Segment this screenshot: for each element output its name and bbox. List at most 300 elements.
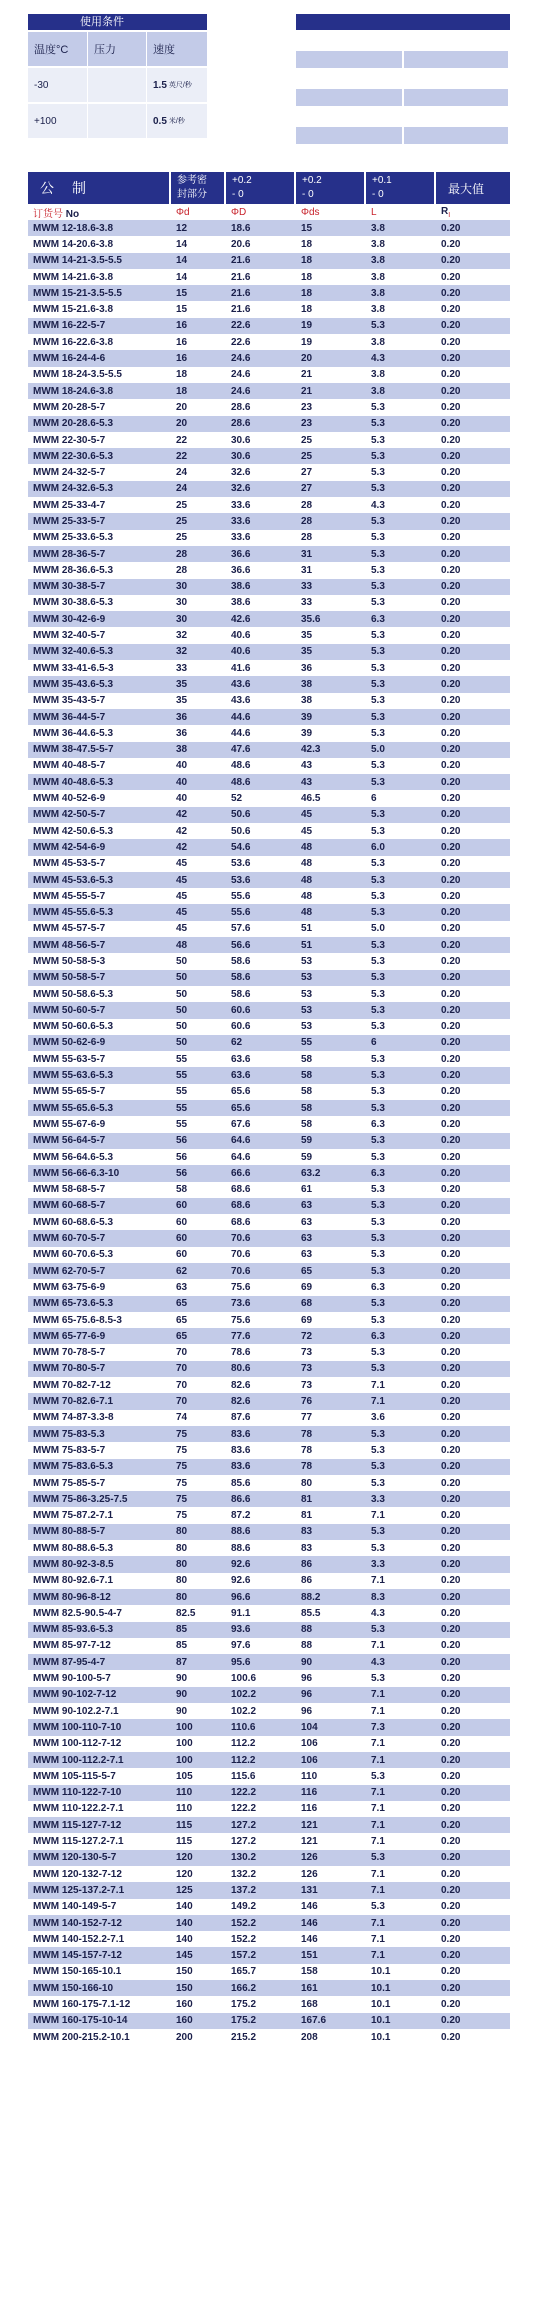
inner-diameter-cell: 25 xyxy=(176,532,188,544)
max-radius-cell: 0.20 xyxy=(441,1118,461,1130)
inner-diameter-cell: 56 xyxy=(176,1135,188,1147)
outer-diameter-cell: 24.6 xyxy=(231,353,251,365)
outer-diameter-cell: 88.6 xyxy=(231,1526,251,1538)
table-row xyxy=(28,1361,510,1377)
length-cell: 7.1 xyxy=(371,1819,385,1831)
seal-diameter-cell: 106 xyxy=(301,1754,318,1766)
length-cell: 5.3 xyxy=(371,1526,385,1538)
max-radius-cell: 0.20 xyxy=(441,1412,461,1424)
inner-diameter-cell: 50 xyxy=(176,1004,188,1016)
seal-diameter-cell: 59 xyxy=(301,1151,313,1163)
table-row xyxy=(28,1377,510,1393)
table-row xyxy=(28,1133,510,1149)
length-cell: 5.3 xyxy=(371,1184,385,1196)
order-number-cell: MWM 12-18.6-3.8 xyxy=(33,222,114,234)
seal-diameter-cell: 53 xyxy=(301,1021,313,1033)
max-radius-cell: 0.20 xyxy=(441,1526,461,1538)
length-cell: 7.1 xyxy=(371,1640,385,1652)
outer-diameter-cell: 96.6 xyxy=(231,1591,251,1603)
outer-diameter-cell: 175.2 xyxy=(231,1999,257,2010)
max-radius-cell: 0.20 xyxy=(441,271,461,283)
outer-diameter-cell: 55.6 xyxy=(231,890,251,902)
max-radius-cell: 0.20 xyxy=(441,988,461,1000)
table-row xyxy=(28,1214,510,1230)
outer-diameter-cell: 115.6 xyxy=(231,1770,256,1782)
seal-diameter-cell: 38 xyxy=(301,695,313,707)
inner-diameter-cell: 74 xyxy=(176,1412,188,1424)
length-cell: 5.3 xyxy=(371,564,385,576)
order-number-cell: MWM 65-77-6-9 xyxy=(33,1330,106,1342)
outer-diameter-cell: 36.6 xyxy=(231,564,251,576)
order-number-cell: MWM 48-56-5-7 xyxy=(33,939,106,951)
inner-diameter-cell: 55 xyxy=(176,1086,188,1098)
inner-diameter-cell: 90 xyxy=(176,1689,188,1701)
order-number-cell: MWM 90-100-5-7 xyxy=(33,1673,111,1685)
length-cell: 3.8 xyxy=(371,336,385,348)
seal-diameter-cell: 18 xyxy=(301,255,313,267)
outer-diameter-cell: 112.2 xyxy=(231,1754,256,1766)
length-cell: 5.3 xyxy=(371,450,385,462)
inner-diameter-cell: 80 xyxy=(176,1542,188,1554)
seal-diameter-cell: 116 xyxy=(301,1803,318,1815)
length-cell: 3.8 xyxy=(371,385,385,397)
length-cell: 3.6 xyxy=(371,1412,385,1424)
order-number-cell: MWM 18-24.6-3.8 xyxy=(33,385,114,397)
inner-diameter-cell: 65 xyxy=(176,1298,188,1310)
seal-diameter-cell: 63 xyxy=(301,1249,313,1261)
inner-diameter-cell: 80 xyxy=(176,1575,188,1587)
table-row xyxy=(28,1182,510,1198)
order-no: No xyxy=(65,208,80,220)
table-row xyxy=(28,1573,510,1589)
seal-diameter-cell: 58 xyxy=(301,1053,313,1065)
table-row xyxy=(28,1442,510,1458)
seal-diameter-cell: 51 xyxy=(301,939,313,951)
table-row xyxy=(28,1687,510,1703)
inner-diameter-cell: 30 xyxy=(176,581,188,593)
table-row xyxy=(28,416,510,432)
seal-diameter-cell: 151 xyxy=(301,1950,318,1962)
seal-diameter-cell: 28 xyxy=(301,515,313,527)
table-row xyxy=(28,1051,510,1067)
inner-diameter-cell: 75 xyxy=(176,1461,188,1473)
seal-diameter-cell: 46.5 xyxy=(301,793,321,805)
order-number-cell: MWM 115-127.2-7.1 xyxy=(33,1836,124,1848)
seal-diameter-cell: 58 xyxy=(301,1070,313,1082)
outer-diameter-cell: 80.6 xyxy=(231,1363,251,1375)
length-cell: 5.3 xyxy=(371,1151,385,1163)
outer-diameter-cell: 42.6 xyxy=(231,613,251,625)
table-row xyxy=(28,1002,510,1018)
pressure-value xyxy=(88,68,147,102)
inner-diameter-cell: 55 xyxy=(176,1102,188,1114)
seal-diameter-cell: 38 xyxy=(301,678,313,690)
blank-row xyxy=(296,89,510,106)
order-number-cell: MWM 75-83.6-5.3 xyxy=(33,1461,114,1473)
r-header xyxy=(436,206,510,219)
inner-diameter-cell: 160 xyxy=(176,1999,193,2010)
seal-diameter-cell: 23 xyxy=(301,418,313,430)
max-radius-cell: 0.20 xyxy=(441,1999,461,2010)
max-radius-cell: 0.20 xyxy=(441,1640,461,1652)
tolerance-l-header xyxy=(366,172,436,204)
table-row xyxy=(28,1850,510,1866)
seal-diameter-cell: 73 xyxy=(301,1379,313,1391)
inner-diameter-cell: 80 xyxy=(176,1526,188,1538)
table-row xyxy=(28,2029,510,2045)
seal-diameter-cell: 53 xyxy=(301,1004,313,1016)
outer-diameter-cell: 32.6 xyxy=(231,483,251,495)
table-row xyxy=(28,1996,510,2012)
outer-diameter-cell: 70.6 xyxy=(231,1265,251,1277)
inner-diameter-cell: 14 xyxy=(176,238,188,250)
seal-diameter-cell: 58 xyxy=(301,1102,313,1114)
seal-diameter-cell: 19 xyxy=(301,320,313,332)
tol-lower: - 0 xyxy=(372,189,384,200)
seal-diameter-cell: 77 xyxy=(301,1412,313,1424)
length-cell: 5.0 xyxy=(371,744,385,756)
order-number-cell: MWM 50-60.6-5.3 xyxy=(33,1021,114,1033)
max-radius-cell: 0.20 xyxy=(441,385,461,397)
seal-diameter-cell: 121 xyxy=(301,1836,318,1848)
seal-diameter-cell: 161 xyxy=(301,1982,318,1994)
table-row xyxy=(28,1638,510,1654)
outer-diameter-cell: 33.6 xyxy=(231,499,251,511)
inner-diameter-cell: 24 xyxy=(176,483,188,495)
max-radius-cell: 0.20 xyxy=(441,1396,461,1408)
seal-diameter-cell: 86 xyxy=(301,1558,313,1570)
outer-diameter-cell: 83.6 xyxy=(231,1461,251,1473)
length-cell: 3.3 xyxy=(371,1493,385,1505)
length-cell: 10.1 xyxy=(371,2015,391,2027)
order-number-cell: MWM 16-22-5-7 xyxy=(33,320,106,332)
table-row xyxy=(28,318,510,334)
length-cell: 5.3 xyxy=(371,483,385,495)
table-row xyxy=(28,904,510,920)
speed-number: 0.5 xyxy=(153,115,167,127)
max-radius-cell: 0.20 xyxy=(441,1738,461,1750)
max-radius-cell: 0.20 xyxy=(441,907,461,919)
inner-diameter-cell: 70 xyxy=(176,1396,188,1408)
order-number-cell: MWM 14-21.6-3.8 xyxy=(33,271,114,283)
seal-diameter-cell: 19 xyxy=(301,336,313,348)
table-row xyxy=(28,1067,510,1083)
outer-diameter-cell: 112.2 xyxy=(231,1738,256,1750)
order-number-cell: MWM 200-215.2-10.1 xyxy=(33,2031,130,2043)
order-number-cell: MWM 100-112-7-12 xyxy=(33,1738,122,1750)
table-row xyxy=(28,1833,510,1849)
temp-max: +100 xyxy=(28,104,88,138)
length-cell: 6.3 xyxy=(371,1167,385,1179)
seal-diameter-cell: 83 xyxy=(301,1542,313,1554)
order-number-cell: MWM 15-21.6-3.8 xyxy=(33,304,114,316)
inner-diameter-cell: 12 xyxy=(176,222,188,234)
inner-diameter-cell: 32 xyxy=(176,630,188,642)
inner-diameter-cell: 20 xyxy=(176,401,188,413)
seal-diameter-cell: 18 xyxy=(301,304,313,316)
outer-diameter-cell: 63.6 xyxy=(231,1070,251,1082)
length-cell: 5.3 xyxy=(371,1673,385,1685)
max-radius-cell: 0.20 xyxy=(441,646,461,658)
max-radius-cell: 0.20 xyxy=(441,1004,461,1016)
length-cell: 6.3 xyxy=(371,1330,385,1342)
blank-row xyxy=(296,70,510,87)
seal-diameter-cell: 45 xyxy=(301,809,313,821)
max-radius-cell: 0.20 xyxy=(441,450,461,462)
order-number-cell: MWM 25-33-4-7 xyxy=(33,499,106,511)
seal-diameter-cell: 21 xyxy=(301,369,313,381)
outer-diameter-cell: 33.6 xyxy=(231,515,251,527)
tolerance-d-header xyxy=(226,172,296,204)
table-row xyxy=(28,807,510,823)
length-cell: 7.1 xyxy=(371,1884,385,1896)
max-header: 最大值 xyxy=(448,181,485,196)
fit-header-line2: 封部分 xyxy=(177,189,207,200)
outer-diameter-cell: 92.6 xyxy=(231,1558,251,1570)
table-row xyxy=(28,1622,510,1638)
seal-size-table xyxy=(28,172,510,2045)
order-number-cell: MWM 80-96-8-12 xyxy=(33,1591,111,1603)
order-number-cell: MWM 75-83-5-7 xyxy=(33,1444,106,1456)
length-cell: 5.3 xyxy=(371,515,385,527)
max-radius-cell: 0.20 xyxy=(441,564,461,576)
length-cell: 5.3 xyxy=(371,939,385,951)
length-cell: 5.3 xyxy=(371,1021,385,1033)
length-cell: 5.3 xyxy=(371,1265,385,1277)
length-cell: 5.3 xyxy=(371,727,385,739)
table-subheader-row xyxy=(28,204,510,220)
table-row xyxy=(28,1670,510,1686)
seal-diameter-cell: 63 xyxy=(301,1233,313,1245)
conditions-row xyxy=(28,68,207,102)
seal-diameter-cell: 28 xyxy=(301,532,313,544)
length-cell: 5.3 xyxy=(371,1347,385,1359)
order-number-cell: MWM 80-88-5-7 xyxy=(33,1526,106,1538)
seal-diameter-cell: 25 xyxy=(301,450,313,462)
inner-diameter-cell: 100 xyxy=(176,1738,193,1750)
outer-diameter-cell: 67.6 xyxy=(231,1118,251,1130)
outer-diameter-cell: 52 xyxy=(231,793,243,805)
seal-diameter-cell: 15 xyxy=(301,222,313,234)
length-cell: 7.1 xyxy=(371,1754,385,1766)
order-number-cell: MWM 40-48-5-7 xyxy=(33,760,106,772)
inner-diameter-cell: 36 xyxy=(176,727,188,739)
table-row xyxy=(28,872,510,888)
outer-diameter-cell: 60.6 xyxy=(231,1004,251,1016)
inner-diameter-cell: 45 xyxy=(176,874,188,886)
conditions-title: 使用条件 xyxy=(28,14,207,30)
max-radius-cell: 0.20 xyxy=(441,1200,461,1212)
outer-diameter-cell: 91.1 xyxy=(231,1607,251,1619)
seal-diameter-cell: 43 xyxy=(301,776,313,788)
max-radius-cell: 0.20 xyxy=(441,1607,461,1619)
length-cell: 7.1 xyxy=(371,1836,385,1848)
order-number-cell: MWM 140-152.2-7.1 xyxy=(33,1933,125,1945)
order-number-cell: MWM 160-175-10-14 xyxy=(33,2015,128,2027)
max-radius-cell: 0.20 xyxy=(441,1754,461,1766)
seal-diameter-cell: 88 xyxy=(301,1640,313,1652)
length-cell: 5.3 xyxy=(371,825,385,837)
seal-diameter-cell: 78 xyxy=(301,1444,313,1456)
length-cell: 5.3 xyxy=(371,1477,385,1489)
max-radius-cell: 0.20 xyxy=(441,1184,461,1196)
table-row xyxy=(28,1165,510,1181)
inner-diameter-cell: 55 xyxy=(176,1053,188,1065)
length-cell: 5.3 xyxy=(371,532,385,544)
inner-diameter-cell: 24 xyxy=(176,467,188,479)
table-row xyxy=(28,220,510,236)
seal-diameter-cell: 69 xyxy=(301,1314,313,1326)
table-row xyxy=(28,595,510,611)
blank-panel-title-bar xyxy=(296,14,510,30)
outer-diameter-cell: 83.6 xyxy=(231,1444,251,1456)
max-radius-cell: 0.20 xyxy=(441,972,461,984)
max-radius-cell: 0.20 xyxy=(441,1819,461,1831)
table-row xyxy=(28,1019,510,1035)
max-radius-cell: 0.20 xyxy=(441,1770,461,1782)
table-row xyxy=(28,839,510,855)
inner-diameter-cell: 25 xyxy=(176,515,188,527)
table-row xyxy=(28,448,510,464)
inner-diameter-cell: 30 xyxy=(176,597,188,609)
max-radius-cell: 0.20 xyxy=(441,1135,461,1147)
length-cell: 5.3 xyxy=(371,776,385,788)
order-number-cell: MWM 55-65.6-5.3 xyxy=(33,1102,114,1114)
seal-diameter-cell: 25 xyxy=(301,434,313,446)
max-radius-cell: 0.20 xyxy=(441,744,461,756)
table-row xyxy=(28,693,510,709)
order-number-cell: MWM 35-43.6-5.3 xyxy=(33,678,114,690)
length-cell: 3.8 xyxy=(371,304,385,316)
fit-header-line1: 参考密 xyxy=(177,175,207,186)
tol-lower: - 0 xyxy=(232,189,244,200)
order-number-cell: MWM 45-57-5-7 xyxy=(33,923,106,935)
table-row xyxy=(28,1589,510,1605)
max-radius-cell: 0.20 xyxy=(441,1705,461,1717)
outer-diameter-cell: 21.6 xyxy=(231,304,251,316)
table-row xyxy=(28,236,510,252)
length-cell: 10.1 xyxy=(371,1966,391,1978)
max-radius-cell: 0.20 xyxy=(441,434,461,446)
order-number-cell: MWM 75-87.2-7.1 xyxy=(33,1510,114,1522)
speed-unit: 英尺/秒 xyxy=(168,82,192,89)
max-radius-cell: 0.20 xyxy=(441,1298,461,1310)
outer-diameter-cell: 66.6 xyxy=(231,1167,251,1179)
table-row xyxy=(28,758,510,774)
table-row xyxy=(28,1540,510,1556)
length-cell: 5.3 xyxy=(371,890,385,902)
inner-diameter-cell: 40 xyxy=(176,793,188,805)
max-radius-cell: 0.20 xyxy=(441,2015,461,2027)
inner-diameter-cell: 16 xyxy=(176,336,188,348)
length-cell: 3.8 xyxy=(371,271,385,283)
table-row xyxy=(28,1785,510,1801)
length-cell: 3.8 xyxy=(371,255,385,267)
inner-diameter-cell: 140 xyxy=(176,1933,193,1945)
max-radius-cell: 0.20 xyxy=(441,1933,461,1945)
length-cell: 7.1 xyxy=(371,1868,385,1880)
length-cell: 5.3 xyxy=(371,630,385,642)
order-number-cell: MWM 87-95-4-7 xyxy=(33,1656,106,1668)
order-number-cell: MWM 65-73.6-5.3 xyxy=(33,1298,114,1310)
length-cell: 5.3 xyxy=(371,678,385,690)
inner-diameter-cell: 35 xyxy=(176,695,188,707)
max-radius-cell: 0.20 xyxy=(441,1673,461,1685)
length-cell: 5.3 xyxy=(371,1770,385,1782)
outer-diameter-cell: 65.6 xyxy=(231,1102,251,1114)
outer-diameter-cell: 21.6 xyxy=(231,255,251,267)
inner-diameter-cell: 22 xyxy=(176,434,188,446)
length-cell: 5.3 xyxy=(371,1102,385,1114)
outer-diameter-cell: 127.2 xyxy=(231,1836,257,1848)
inner-diameter-cell: 50 xyxy=(176,1037,188,1049)
table-row xyxy=(28,1524,510,1540)
outer-diameter-cell: 73.6 xyxy=(231,1298,251,1310)
length-cell: 7.1 xyxy=(371,1950,385,1962)
table-row xyxy=(28,888,510,904)
speed-header: 速度 xyxy=(153,44,175,56)
order-number-cell: MWM 75-85-5-7 xyxy=(33,1477,106,1489)
table-row xyxy=(28,1556,510,1572)
max-radius-cell: 0.20 xyxy=(441,238,461,250)
inner-diameter-cell: 45 xyxy=(176,907,188,919)
outer-diameter-cell: 68.6 xyxy=(231,1216,251,1228)
length-cell: 5.3 xyxy=(371,418,385,430)
seal-diameter-cell: 167.6 xyxy=(301,2015,327,2027)
outer-diameter-cell: 40.6 xyxy=(231,630,251,642)
table-row xyxy=(28,497,510,513)
table-row xyxy=(28,1491,510,1507)
tol-lower: - 0 xyxy=(302,189,314,200)
table-row xyxy=(28,350,510,366)
speed-value xyxy=(147,68,207,102)
length-cell: 5.3 xyxy=(371,401,385,413)
outer-diameter-cell: 57.6 xyxy=(231,923,251,935)
order-number-cell: MWM 150-165-10.1 xyxy=(33,1966,122,1978)
order-number-cell: MWM 42-50-5-7 xyxy=(33,809,106,821)
inner-diameter-cell: 60 xyxy=(176,1200,188,1212)
inner-diameter-cell: 85 xyxy=(176,1624,188,1636)
max-radius-cell: 0.20 xyxy=(441,1281,461,1293)
outer-diameter-cell: 82.6 xyxy=(231,1379,251,1391)
outer-diameter-cell: 64.6 xyxy=(231,1135,251,1147)
order-number-cell: MWM 58-68-5-7 xyxy=(33,1184,106,1196)
outer-diameter-cell: 65.6 xyxy=(231,1086,251,1098)
length-cell: 5.3 xyxy=(371,434,385,446)
max-radius-cell: 0.20 xyxy=(441,825,461,837)
seal-diameter-cell: 96 xyxy=(301,1673,313,1685)
blank-panel xyxy=(296,14,510,144)
table-row xyxy=(28,1100,510,1116)
seal-diameter-cell: 146 xyxy=(301,1933,318,1945)
table-row xyxy=(28,1899,510,1915)
length-cell: 7.1 xyxy=(371,1933,385,1945)
seal-diameter-cell: 48 xyxy=(301,907,313,919)
seal-diameter-cell: 158 xyxy=(301,1966,318,1978)
max-radius-cell: 0.20 xyxy=(441,776,461,788)
L-header: L xyxy=(371,206,377,218)
seal-diameter-cell: 65 xyxy=(301,1265,313,1277)
outer-diameter-cell: 92.6 xyxy=(231,1575,251,1587)
length-cell: 5.3 xyxy=(371,1135,385,1147)
length-cell: 8.3 xyxy=(371,1591,385,1603)
order-number-cell: MWM 55-67-6-9 xyxy=(33,1118,106,1130)
inner-diameter-cell: 58 xyxy=(176,1184,188,1196)
seal-diameter-cell: 18 xyxy=(301,238,313,250)
length-cell: 5.3 xyxy=(371,711,385,723)
seal-diameter-cell: 86 xyxy=(301,1575,313,1587)
outer-diameter-cell: 30.6 xyxy=(231,434,251,446)
